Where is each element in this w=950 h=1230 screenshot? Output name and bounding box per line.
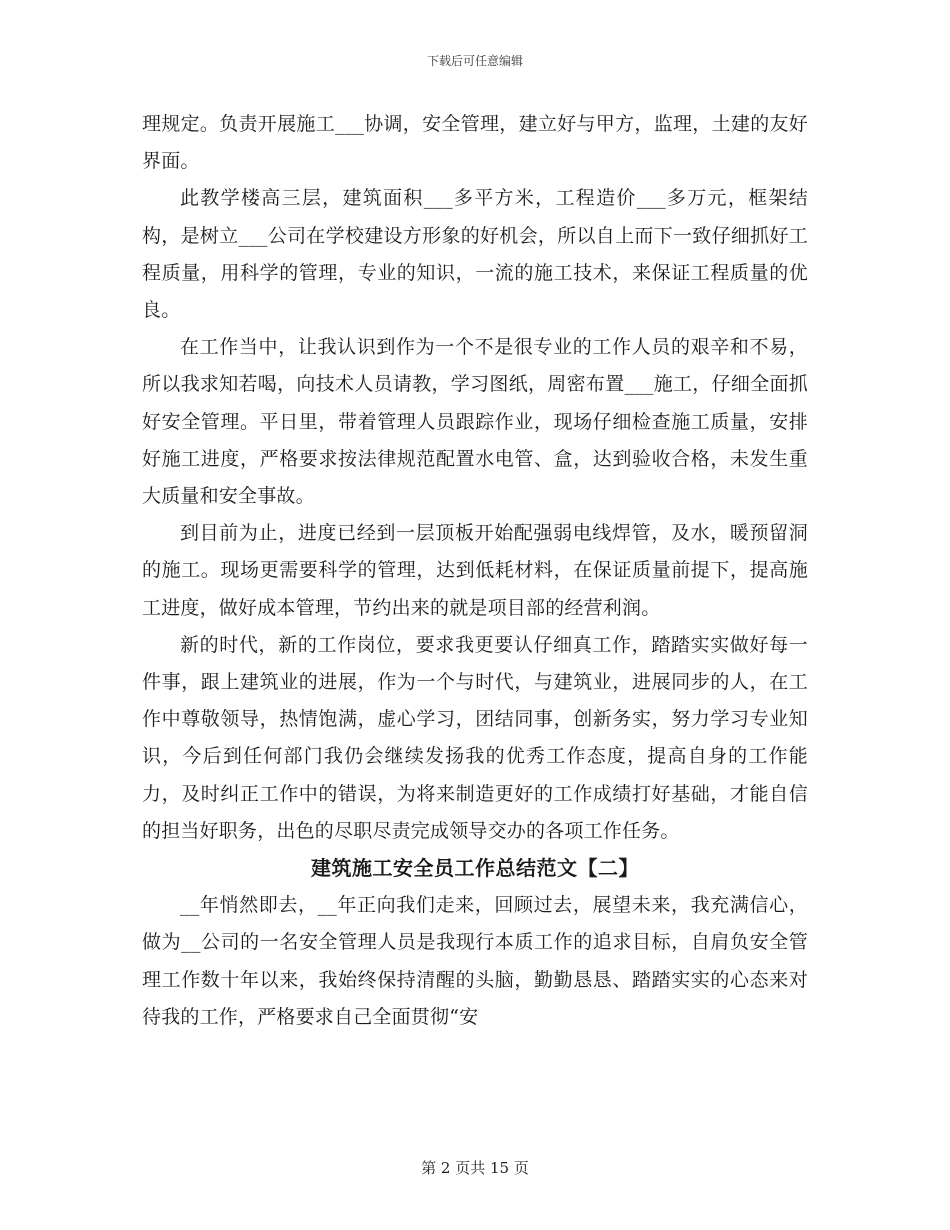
paragraph-building-overview: 此教学楼高三层，建筑面积___多平方米，工程造价___多万元，框架结构，是树立___公司在学校建设方形象的好机会，所以自上而下一致仔细抓好工程质量，用科学的管理，专业的知识，一流的施工技术，来保证工程质量的优良。 bbox=[142, 187, 808, 322]
page-header: 下载后可任意编辑 bbox=[426, 54, 523, 68]
page-footer: 第 2 页共 15 页 bbox=[421, 1159, 529, 1177]
paragraph-work-experience: 在工作当中，让我认识到作为一个不是很专业的工作人员的艰辛和不易，所以我求知若喝，向技术人员请教，学习图纸，周密布置___施工，仔细全面抓好安全管理。平日里，带着管理人员跟踪作业，现场仔细检查施工质量，安排好施工进度，严格要求按法律规范配置水电管、盒，达到验收合格，未发生重大质量和安全事故。 bbox=[142, 336, 808, 508]
document-body bbox=[142, 106, 808, 1036]
paragraph-progress: 到目前为止，进度已经到一层顶板开始配强弱电线焊管，及水，暖预留洞的施工。现场更需要科学的管理，达到低耗材料，在保证质量前提下，提高施工进度，做好成本管理，节约出来的就是项目部的经营利润。 bbox=[142, 522, 808, 619]
paragraph-section-two-intro: __年悄然即去，__年正向我们走来，回顾过去，展望未来，我充满信心，做为__公司的一名安全管理人员是我现行本质工作的追求目标，自肩负安全管理工作数十年以来，我始终保持清醒的头脑，勤勤恳恳、踏踏实实的心态来对待我的工作，严格要求自己全面贯彻“安 bbox=[142, 894, 808, 1028]
paragraph-continuation: 理规定。负责开展施工___协调，安全管理，建立好与甲方，监理，土建的友好界面。 bbox=[142, 113, 808, 173]
paragraph-new-era: 新的时代，新的工作岗位，要求我更要认仔细真工作，踏踏实实做好每一件事，跟上建筑业的进展，作为一个与时代，与建筑业，进展同步的人，在工作中尊敬领导，热情饱满，虚心学习，团结同事，创新务实，努力学习专业知识，今后到任何部门我仍会继续发扬我的优秀工作态度，提高自身的工作能力，及时纠正工作中的错误，为将来制造更好的工作成绩打好基础，才能自信的担当好职务，出色的尽职尽责完成领导交办的各项工作任务。 bbox=[142, 633, 808, 842]
section-title: 建筑施工安全员工作总结范文【二】 bbox=[311, 856, 639, 881]
